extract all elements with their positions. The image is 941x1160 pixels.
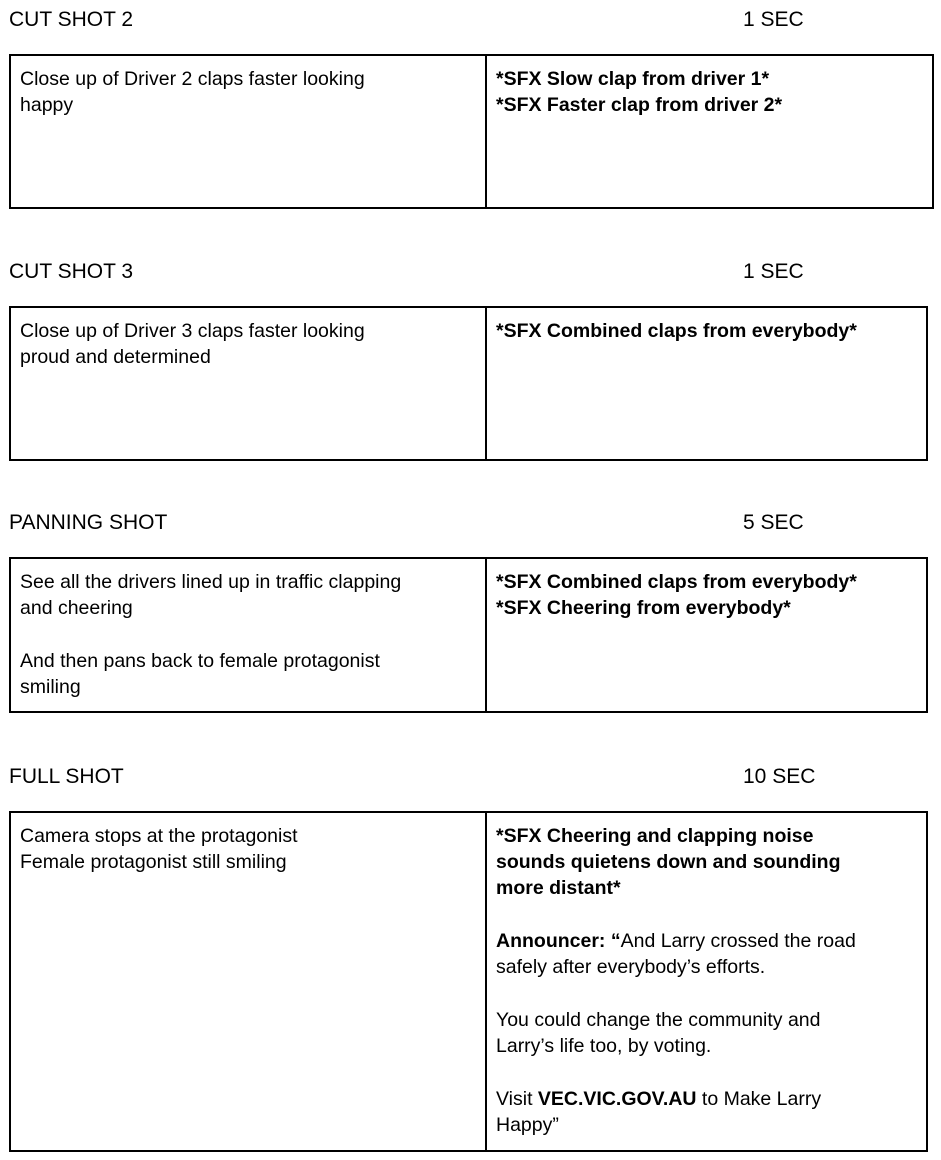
visit-line: Happy”: [496, 1114, 559, 1136]
visual-line: Female protagonist still smiling: [20, 851, 287, 873]
shot-table: [9, 54, 934, 209]
visual-line: Close up of Driver 3 claps faster looking: [20, 320, 365, 342]
visual-line: smiling: [20, 676, 81, 698]
visual-cell: [11, 813, 487, 1150]
shot-duration: 1 SEC: [743, 8, 804, 31]
visual-line: and cheering: [20, 597, 133, 619]
visual-line: Close up of Driver 2 claps faster looking: [20, 68, 365, 90]
shot-duration: 5 SEC: [743, 511, 804, 534]
visit-suffix: to Make Larry: [696, 1088, 822, 1110]
visit-url: VEC.VIC.GOV.AU: [537, 1088, 697, 1110]
visit-line: [496, 1086, 917, 1112]
community-line: Larry’s life too, by voting.: [496, 1035, 712, 1057]
announcer-text: And Larry crossed the road: [620, 930, 856, 952]
audio-line: *SFX Combined claps from everybody*: [496, 571, 857, 593]
community-line: You could change the community and: [496, 1009, 821, 1031]
shot-title: PANNING SHOT: [9, 511, 168, 534]
audio-line: *SFX Cheering from everybody*: [496, 597, 791, 619]
visual-line: And then pans back to female protagonist: [20, 650, 380, 672]
audio-cell: [487, 308, 926, 459]
visual-cell: [11, 56, 487, 207]
visual-line: Camera stops at the protagonist: [20, 825, 298, 847]
announcer-open-quote: “: [605, 930, 621, 952]
shot-heading: [9, 7, 829, 33]
shot-table: [9, 306, 928, 461]
visit-prefix: Visit: [496, 1088, 538, 1110]
visual-line: happy: [20, 94, 74, 116]
audio-cell: [487, 56, 932, 207]
shot-duration: 10 SEC: [743, 765, 816, 788]
shot-heading: [9, 764, 829, 790]
audio-line: *SFX Combined claps from everybody*: [496, 320, 857, 342]
shot-duration: 1 SEC: [743, 260, 804, 283]
audio-cell: [487, 559, 926, 711]
visual-line: proud and determined: [20, 346, 211, 368]
audio-line: *SFX Cheering and clapping noise: [496, 825, 814, 847]
visual-cell: [11, 559, 487, 711]
shot-table: [9, 811, 928, 1152]
audio-line: more distant*: [496, 877, 621, 899]
audio-line: sounds quietens down and sounding: [496, 851, 841, 873]
visual-line: See all the drivers lined up in traffic clapping: [20, 571, 402, 593]
audio-cell: [487, 813, 926, 1150]
shot-heading: [9, 259, 829, 285]
announcer-label: Announcer:: [496, 930, 606, 952]
shot-title: CUT SHOT 2: [9, 8, 134, 31]
visual-cell: [11, 308, 487, 459]
announcer-line: safely after everybody’s efforts.: [496, 956, 766, 978]
shot-title: FULL SHOT: [9, 765, 124, 788]
shot-heading: [9, 510, 829, 536]
audio-line: *SFX Faster clap from driver 2*: [496, 94, 783, 116]
shot-title: CUT SHOT 3: [9, 260, 134, 283]
announcer-line: [496, 928, 917, 954]
audio-line: *SFX Slow clap from driver 1*: [496, 68, 770, 90]
shot-table: [9, 557, 928, 713]
